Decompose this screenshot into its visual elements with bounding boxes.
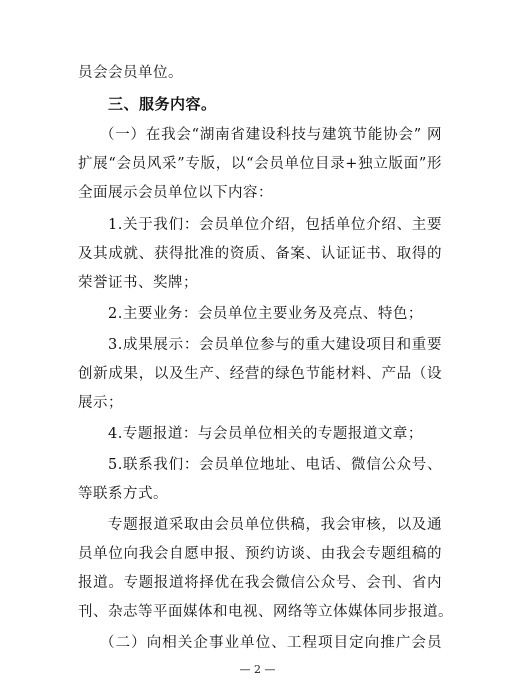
text-line: （二）向相关企事业单位、工程项目定向推广会员 [100, 635, 442, 651]
text-line: 1.关于我们：会员单位介绍，包括单位介绍、主要 [108, 217, 442, 233]
text-line: 展示； [78, 395, 123, 411]
text-line: 荣誉证书、奖牌； [78, 275, 198, 291]
text-line: 报道。专题报道将择优在我会微信公众号、会刊、省内 [78, 575, 442, 591]
text-line: 刊、杂志等平面媒体和电视、网络等立体媒体同步报道。 [78, 604, 453, 620]
text-line: 员会会员单位。 [78, 65, 183, 81]
page-number: — 2 — [239, 663, 276, 676]
text-line: 及其成就、获得批准的资质、备案、认证证书、取得的 [78, 246, 442, 262]
text-line: 3.成果展示：会员单位参与的重大建设项目和重要 [108, 337, 442, 353]
text-line: （一）在我会“湖南省建设科技与建筑节能协会” 网 [100, 127, 442, 143]
text-line: 员单位向我会自愿申报、预约访谈、由我会专题组稿的 [78, 546, 442, 562]
text-line: 创新成果，以及生产、经营的绿色节能材料、产品（设 [78, 366, 442, 382]
text-line: 扩展“会员风采”专版，以“会员单位目录+独立版面”形 [78, 156, 442, 172]
text-line: 等联系方式。 [78, 486, 168, 502]
text-line: 4.专题报道：与会员单位相关的专题报道文章； [108, 426, 423, 442]
text-line: 5.联系我们：会员单位地址、电话、微信公众号、 [108, 457, 442, 473]
text-line: 2.主要业务：会员单位主要业务及亮点、特色； [108, 306, 423, 322]
text-line: 专题报道采取由会员单位供稿，我会审核，以及通 [108, 517, 442, 533]
text-line: 全面展示会员单位以下内容： [78, 185, 273, 201]
section-heading: 三、服务内容。 [108, 95, 217, 113]
